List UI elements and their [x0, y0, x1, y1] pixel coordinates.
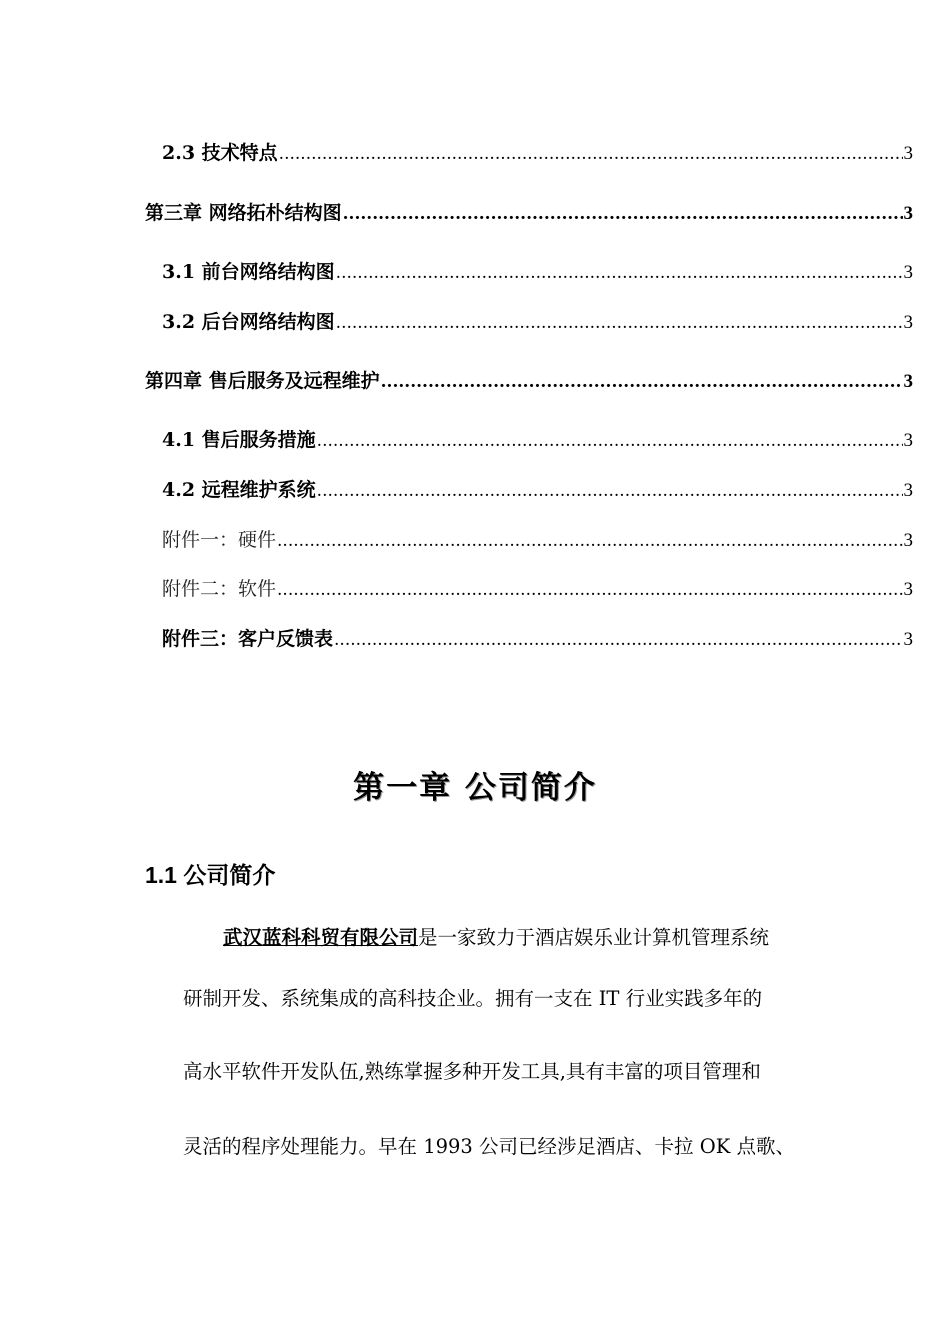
toc-leader-dots: [381, 374, 903, 391]
toc-entry[interactable]: [0, 624, 950, 652]
toc-entry[interactable]: [0, 366, 950, 394]
toc-entry-page: 3: [903, 143, 913, 164]
toc-entry[interactable]: [0, 574, 950, 602]
toc-entry-page: 3: [903, 312, 913, 333]
toc-entry-label: 附件二：软件: [162, 578, 277, 600]
toc-entry-label: 附件三：客户反馈表: [162, 628, 334, 650]
toc-entry[interactable]: [0, 425, 950, 453]
toc-entry-page: 3: [903, 579, 913, 600]
toc-leader-dots: [334, 632, 902, 649]
paragraph-text: 是一家致力于酒店娱乐业计算机管理系统: [418, 926, 770, 949]
toc-leader-dots: [277, 582, 902, 599]
toc-entry[interactable]: [0, 475, 950, 503]
toc-leader-dots: [317, 433, 903, 450]
toc-leader-dots: [277, 533, 902, 550]
toc-leader-dots: [343, 206, 903, 223]
toc-entry-label: 4.2 远程维护系统: [162, 479, 316, 501]
toc-entry-label: 第三章 网络拓朴结构图: [145, 202, 342, 224]
toc-entry[interactable]: [0, 525, 950, 553]
toc-entry[interactable]: [0, 138, 950, 166]
paragraph-line: [223, 922, 769, 950]
toc-entry[interactable]: [0, 257, 950, 285]
toc-entry-label: 3.1 前台网络结构图: [162, 261, 335, 283]
paragraph-line: 高水平软件开发队伍,熟练掌握多种开发工具,具有丰富的项目管理和: [183, 1060, 761, 1083]
paragraph-line: 研制开发、系统集成的高科技企业。拥有一支在 IT 行业实践多年的: [183, 987, 763, 1010]
paragraph-line: 灵活的程序处理能力。早在 1993 公司已经涉足酒店、卡拉 OK 点歌、: [183, 1135, 795, 1158]
toc-entry-page: 3: [903, 480, 913, 501]
toc-entry[interactable]: [0, 198, 950, 226]
toc-entry-label: 4.1 售后服务措施: [162, 429, 316, 451]
section-heading: 1.1 公司简介: [145, 862, 276, 888]
toc-entry-label: 附件一：硬件: [162, 529, 277, 551]
toc-leader-dots: [336, 265, 903, 282]
toc-leader-dots: [279, 146, 903, 163]
toc-entry-label: 第四章 售后服务及远程维护: [145, 370, 380, 392]
chapter-title: 第一章 公司简介: [353, 770, 597, 806]
toc-entry-page: 3: [903, 203, 913, 224]
toc-entry-label: 2.3 技术特点: [162, 142, 278, 164]
toc-entry[interactable]: [0, 307, 950, 335]
toc-entry-page: 3: [903, 530, 913, 551]
toc-entry-page: 3: [903, 629, 913, 650]
toc-leader-dots: [317, 483, 903, 500]
toc-entry-page: 3: [903, 262, 913, 283]
toc-entry-label: 3.2 后台网络结构图: [162, 311, 335, 333]
toc-entry-page: 3: [903, 371, 913, 392]
company-name-link[interactable]: 武汉蓝科科贸有限公司: [223, 926, 419, 949]
toc-entry-page: 3: [903, 430, 913, 451]
toc-leader-dots: [336, 315, 903, 332]
